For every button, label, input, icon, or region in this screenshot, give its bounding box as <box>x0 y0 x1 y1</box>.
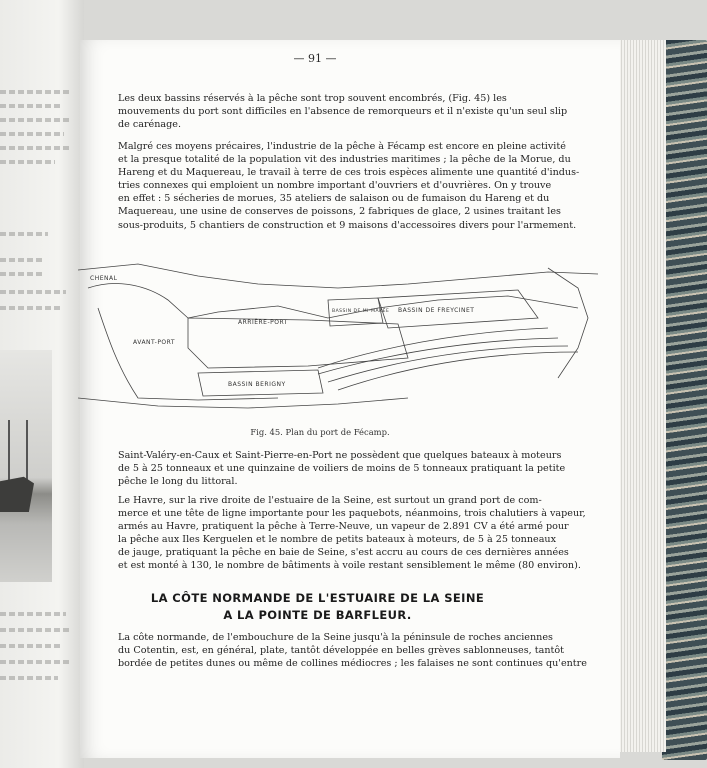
left-page-text-line <box>0 146 70 150</box>
shoreline <box>78 398 408 408</box>
left-page-text-line <box>0 118 70 122</box>
rail-track <box>328 346 568 382</box>
paragraph <box>118 92 568 131</box>
left-page-text-line <box>0 232 48 236</box>
text-line: en effet : 5 sécheries de morues, 35 ateliers de salaison ou de fumaison du Hareng et du <box>118 193 550 205</box>
section-heading-line-1: LA CÔTE NORMANDE DE L'ESTUAIRE DE LA SEINE <box>150 591 485 605</box>
ship-mast <box>26 420 28 480</box>
ship-mast <box>8 420 10 480</box>
paragraph <box>118 494 586 573</box>
left-page-text-line <box>0 258 42 262</box>
left-page-text-line <box>0 612 66 616</box>
left-page-text-line <box>0 104 60 108</box>
text-line: merce et une tête de ligne importante pour les paquebots, néanmoins, trois chalutiers à vapeur, <box>118 508 586 520</box>
text-line: Le Havre, sur la rive droite de l'estuaire de la Seine, est surtout un grand port de com- <box>118 495 542 506</box>
text-line: Les deux bassins réservés à la pêche sont trop souvent encombrés, (Fig. 45) les <box>118 93 507 104</box>
page-number: — 91 — <box>293 52 337 65</box>
coastline <box>78 264 598 288</box>
left-page-text-line <box>0 676 58 680</box>
text-line: du Cotentin, est, en général, plate, tantôt développée en belles grèves sablonneuses, tantôt <box>118 645 565 657</box>
left-page-text-line <box>0 132 64 136</box>
section-heading-line-2: A LA POINTE DE BARFLEUR. <box>223 608 412 622</box>
road <box>548 268 588 378</box>
text-line: pêche le long du littoral. <box>118 476 238 488</box>
text-line: et est monté à 130, le nombre de bâtiments à voile restant sensiblement le même (80 environ). <box>118 560 581 572</box>
left-page-text-line <box>0 644 60 648</box>
text-line: bordée de petites dunes ou même de collines médiocres ; les falaises ne sont continues qu'entre <box>118 658 587 670</box>
text-line: de carénage. <box>118 119 181 131</box>
left-page-text-line <box>0 90 70 94</box>
label-bassin-berigny: BASSIN BERIGNY <box>228 381 286 388</box>
text-line: de jauge, pratiquant la pêche en baie de Seine, s'est accru au cours de ces dernières années <box>118 547 569 559</box>
text-line: Maquereau, une usine de conserves de poissons, 2 fabriques de glace, 2 usines traitant les <box>118 206 561 218</box>
marbled-book-edge <box>662 40 707 760</box>
paragraph <box>118 449 566 488</box>
harbour-plan-figure <box>78 248 600 420</box>
left-page-text-line <box>0 628 70 632</box>
figure-caption: Fig. 45. Plan du port de Fécamp. <box>250 427 390 437</box>
text-line: tries connexes qui emploient un nombre important d'ouvriers et d'ouvrières. On y trouve <box>118 180 552 192</box>
text-line: Hareng et du Maquereau, le travail à terre de ces trois espèces alimente une quantité d'indus- <box>118 167 580 179</box>
arriere-port-basin <box>188 318 408 368</box>
label-avant-port: AVANT-PORT <box>133 339 176 346</box>
text-line: Malgré ces moyens précaires, l'industrie de la pêche à Fécamp est encore en pleine activité <box>118 141 566 152</box>
text-line: de 5 à 25 tonneaux et une quinzaine de voiliers de moins de 5 tonneaux pratiquant la petite <box>118 463 566 475</box>
harbour-plan-drawing <box>78 248 600 420</box>
label-bassin-mi-maree: BASSIN DE MI-MARÉE <box>332 309 390 314</box>
label-bassin-freycinet: BASSIN DE FREYCINET <box>398 307 475 314</box>
text-line: et la presque totalité de la population vit des industries maritimes ; la pêche de la Morue, du <box>118 154 571 166</box>
paragraph <box>118 631 587 670</box>
text-line: Saint-Valéry-en-Caux et Saint-Pierre-en-Port ne possèdent que quelques bateaux à moteurs <box>118 450 562 461</box>
left-page-text-line <box>0 290 66 294</box>
left-page-text-line <box>0 660 70 664</box>
label-arriere-port: ARRIÈRE-PORT <box>238 319 288 326</box>
paragraph <box>118 140 580 232</box>
left-page <box>0 0 84 768</box>
text-line: la pêche aux Iles Kerguelen et le nombre de petits bateaux à moteurs, de 5 à 25 tonneaux <box>118 534 557 546</box>
left-page-text-line <box>0 272 44 276</box>
left-page-text-line <box>0 306 62 310</box>
text-line: sous-produits, 5 chantiers de construction et 9 maisons d'accessoires divers pour l'armement. <box>118 219 577 231</box>
left-page-text-line <box>0 160 55 164</box>
rail-track <box>338 352 578 390</box>
text-line: La côte normande, de l'embouchure de la Seine jusqu'à la péninsule de roches anciennes <box>118 632 553 643</box>
text-line: mouvements du port sont difficiles en l'absence de remorqueurs et il n'existe qu'un seul slip <box>118 106 568 118</box>
label-chenal: CHENAL <box>90 275 118 282</box>
text-line: armés au Havre, pratiquent la pêche à Terre-Neuve, un vapeur de 2.891 CV a été armé pour <box>118 521 569 533</box>
